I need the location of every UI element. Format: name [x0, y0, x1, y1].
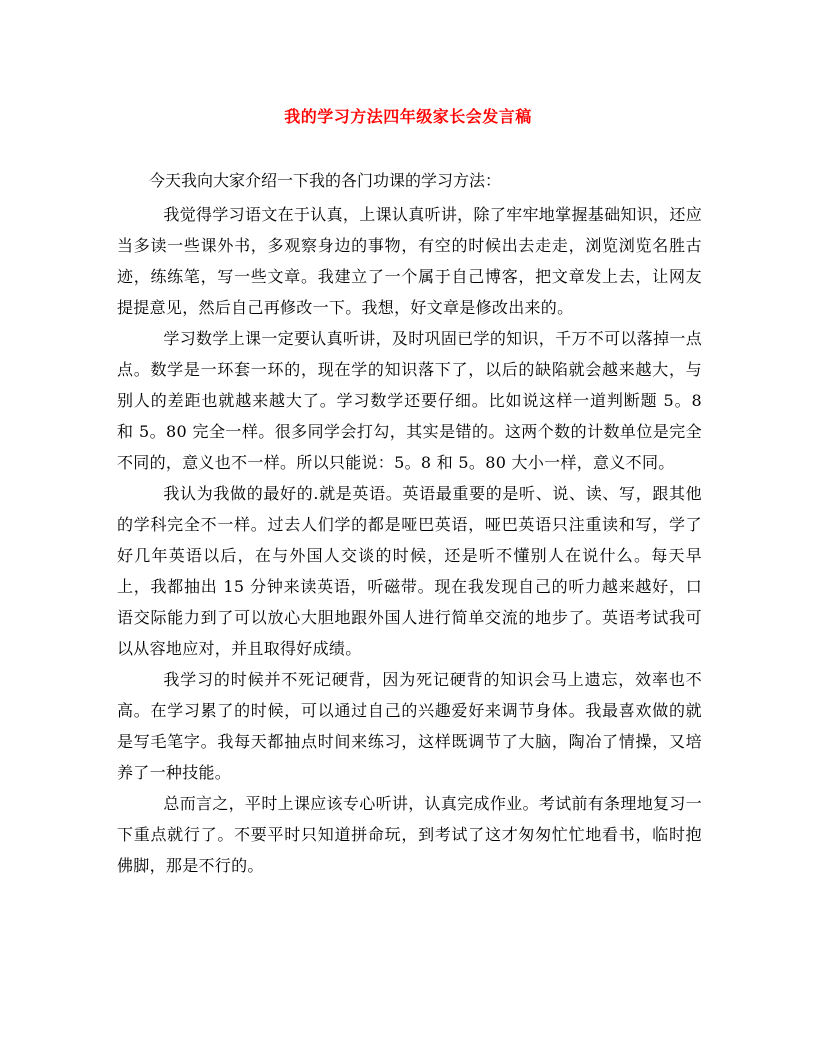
document-title: 我的学习方法四年级家长会发言稿: [284, 107, 532, 126]
paragraph-chinese: 我觉得学习语文在于认真，上课认真听讲，除了牢牢地掌握基础知识，还应当多读一些课外书，多观察身边的事物，有空的时候出去走走，浏览浏览名胜古迹，练练笔，写一些文章。我建立了一个属于自己博客，把文章发上去，让网友提提意见，然后自己再修改一下。我想，好文章是修改出来的。: [117, 205, 702, 317]
paragraph-method: 我学习的时候并不死记硬背，因为死记硬背的知识会马上遗忘，效率也不高。在学习累了的时候，可以通过自己的兴趣爱好来调节身体。我最喜欢做的就是写毛笔字。我每天都抽点时间来练习，这样既调节了大脑，陶冶了情操，又培养了一种技能。: [117, 670, 702, 782]
paragraph-english: 我认为我做的最好的.就是英语。英语最重要的是听、说、读、写，跟其他的学科完全不一样。过去人们学的都是哑巴英语，哑巴英语只注重读和写，学了好几年英语以后，在与外国人交谈的时候，还是听不懂别人在说什么。每天早上，我都抽出 15 分钟来读英语，听磁带。现在我发现自己的听力越来越好，口语交际能力到了可以放心大胆地跟外国人进行简单交流的地步了。英语考试我可以从容地应对，并且取得好成绩。: [117, 484, 702, 658]
intro-line: 今天我向大家介绍一下我的各门功课的学习方法：: [149, 171, 502, 190]
paragraph-summary: 总而言之，平时上课应该专心听讲，认真完成作业。考试前有条理地复习一下重点就行了。不要平时只知道拼命玩，到考试了这才匆匆忙忙地看书，临时抱佛脚，那是不行的。: [117, 794, 702, 875]
paragraph-math: 学习数学上课一定要认真听讲，及时巩固已学的知识，千万不可以落掉一点点。数学是一环套一环的，现在学的知识落下了，以后的缺陷就会越来越大，与别人的差距也就越来越大了。学习数学还要仔细。比如说这样一道判断题 5。8 和 5。80 完全一样。很多同学会打勾，其实是错的。这两个数的计数单位是完全不同的，意义也不一样。所以只能说：5。8 和 5。80 大小一样，意义不同。: [117, 329, 702, 472]
document-body: [117, 199, 702, 881]
